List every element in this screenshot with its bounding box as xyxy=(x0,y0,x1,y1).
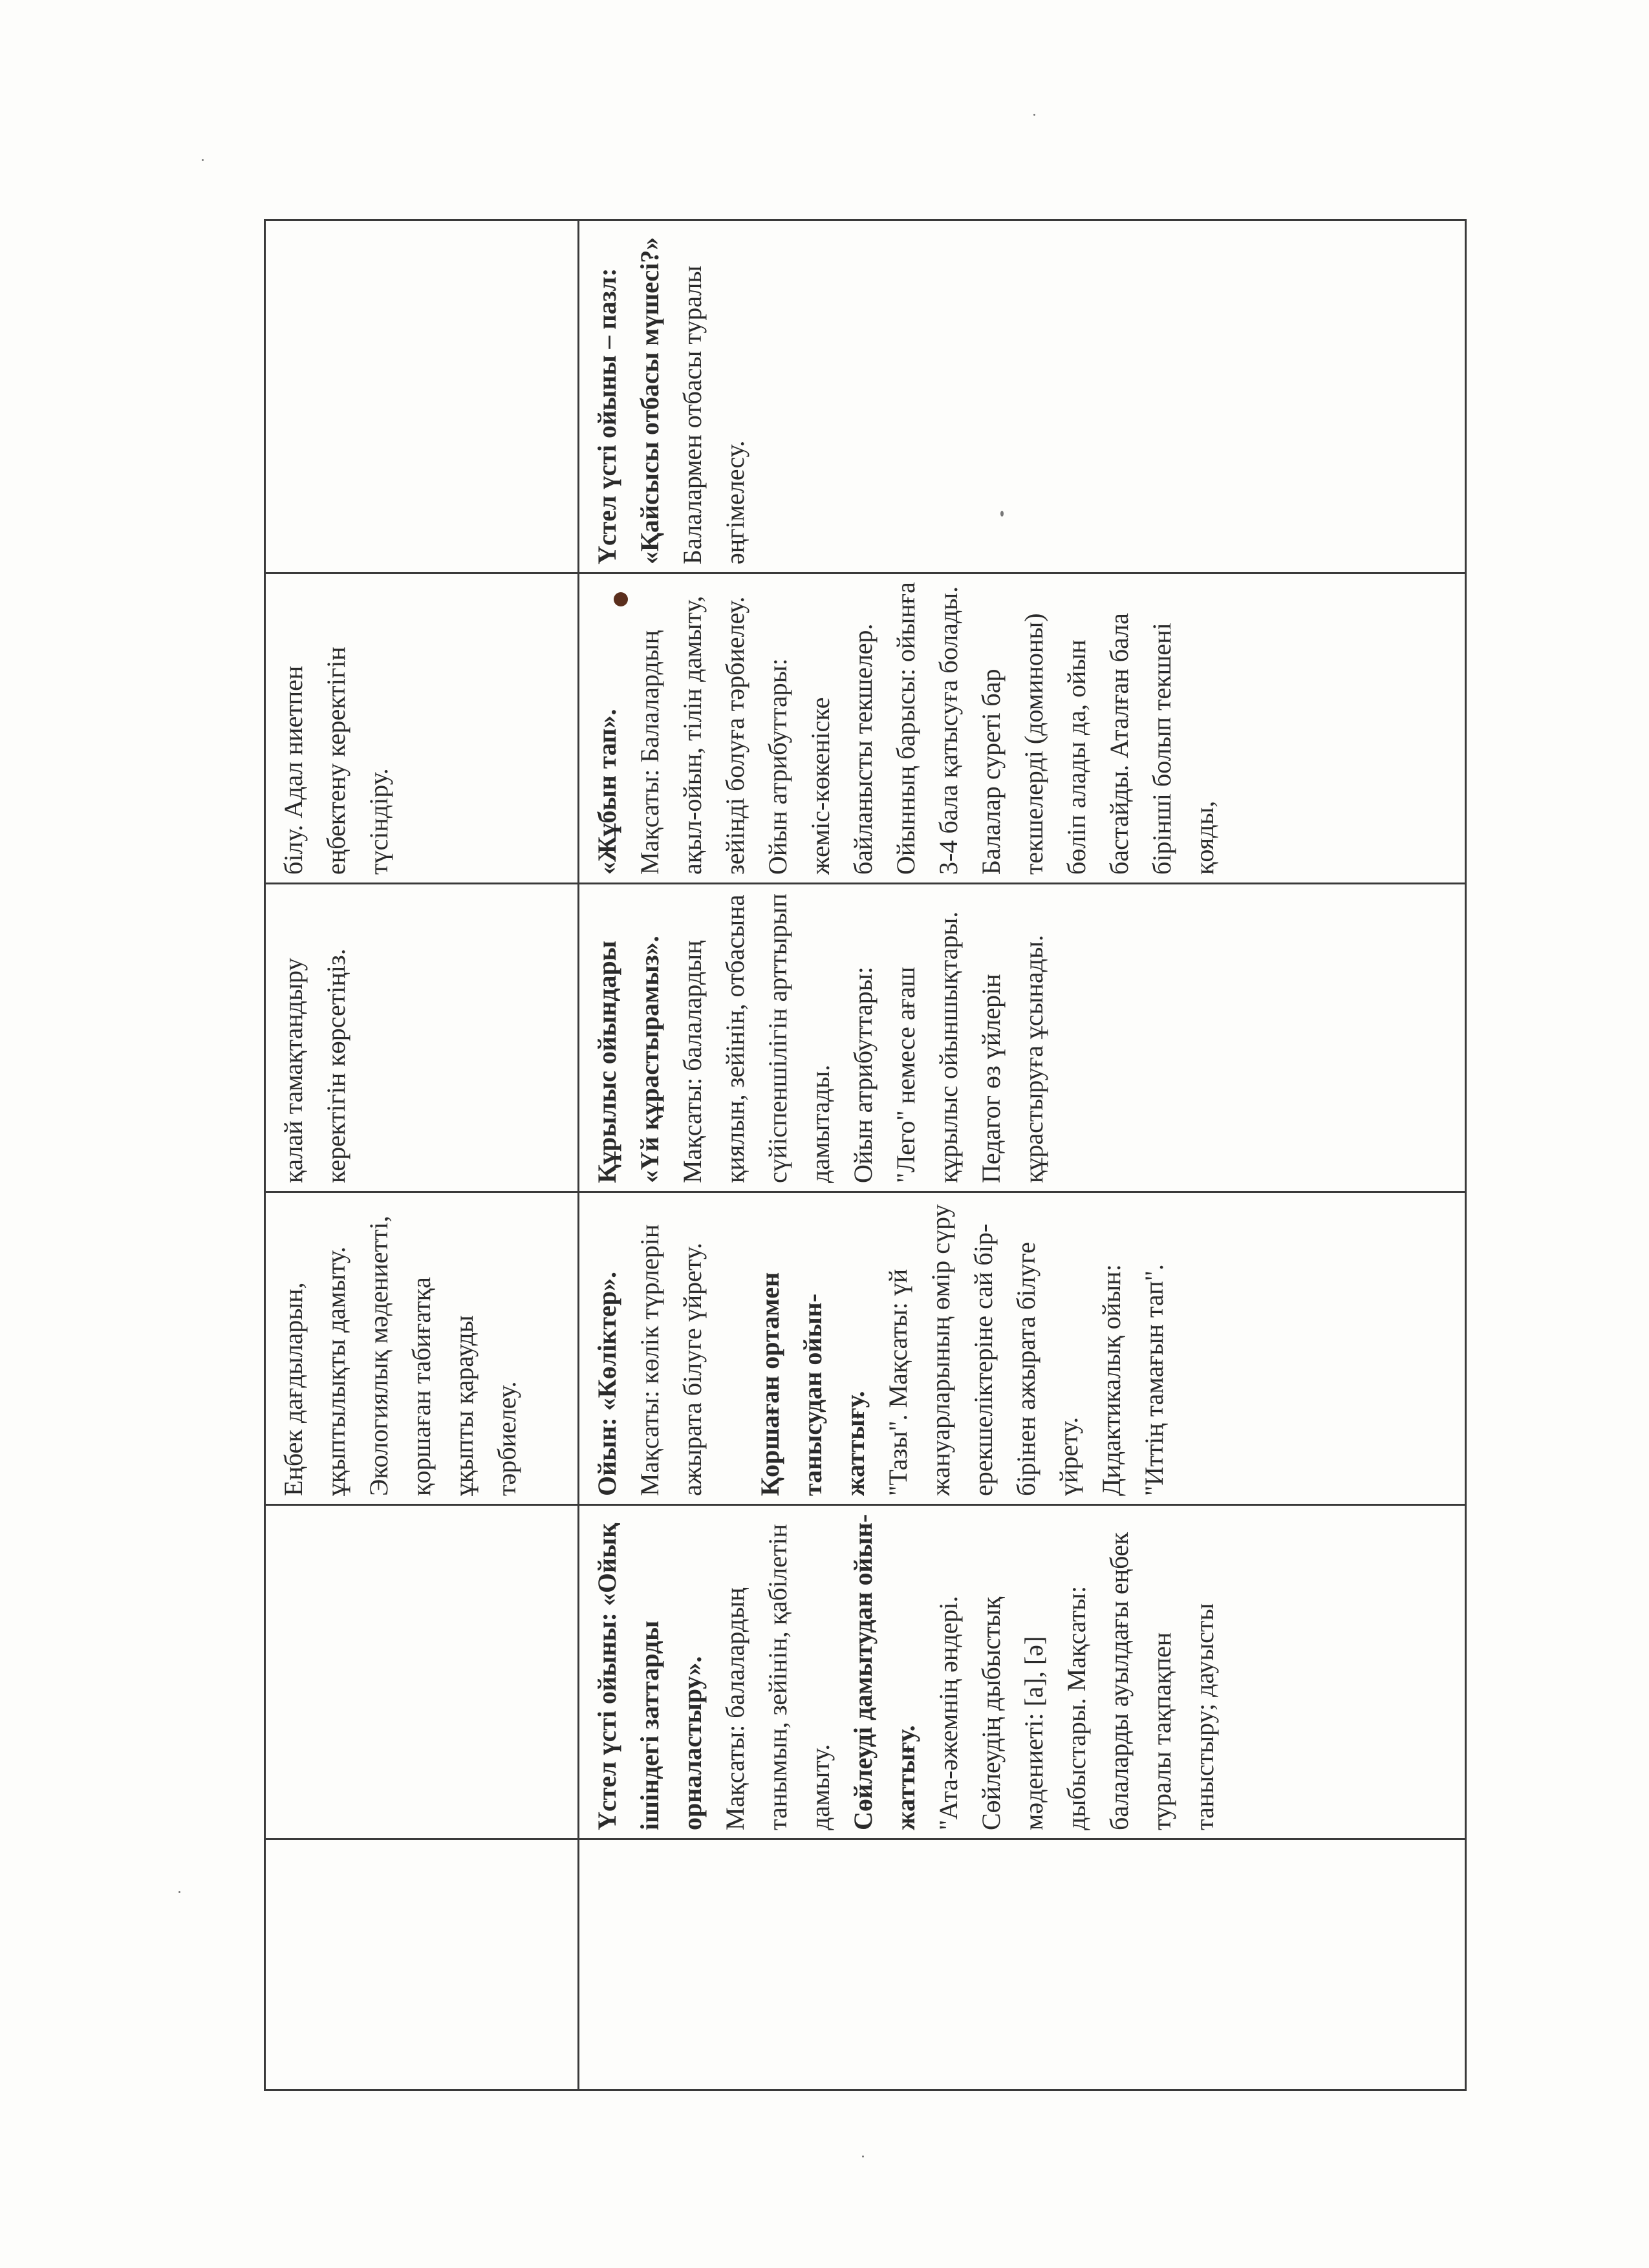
activity-text: Ойынның барысы: ойынға 3-4 бала қатысуға болады. Балалар суреті бар текшелерді (доминоны) бөліп алады да, ойын бастайды. Аталған бала біріншi болып текшені қояды, xyxy=(891,582,1219,875)
activity-text: Балалармен отбасы туралы әңгімелесу. xyxy=(678,265,749,564)
table-cell-empty xyxy=(265,220,579,573)
activity-goal: Мақсаты: балалардың қиялын, зейінін, отбасына сүйіспеншілігін арттырып дамытады. xyxy=(678,893,835,1183)
table-cell-board-game xyxy=(579,1505,1466,1839)
activity-plan-table xyxy=(264,219,1467,2091)
table-cell xyxy=(265,1505,579,1839)
table-cell-find-pair-game xyxy=(579,573,1466,884)
scan-speck xyxy=(862,2156,864,2157)
activity-text: Педагог өз үйлерін құрастыруға ұсынады. xyxy=(976,935,1048,1183)
cell-text: Еңбек дағдыларын, ұқыптылықты дамыту. xyxy=(279,1246,350,1496)
spacer xyxy=(714,1201,749,1496)
activity-title: Қоршаған ортамен танысудан ойын-жаттығу. xyxy=(755,1272,870,1496)
table-cell-empty xyxy=(579,1839,1466,2090)
cell-text: Экологиялық мәдениетті, қоршаған табиғатқа ұқыпты қарауды тәрбиелеу. xyxy=(364,1215,521,1496)
activity-text: "Ата-әжемнің әндері. Сөйлеудің дыбыстық мәдениеті: [а], [ә] дыбыстары. Мақсаты: балаларды ауылдағы еңбек туралы тақпақпен таныстыру; дауысты xyxy=(934,1532,1219,1830)
cell-text: білу. Адал ниетпен еңбектену керектігін түсіндіру. xyxy=(279,647,393,875)
activity-goal: Мақсаты: балалардың танымын, зейінін, қабілетін дамыту. xyxy=(720,1524,835,1830)
activity-goal: Мақсаты: Балалардың ақыл-ойын, тілін дамыту, зейінді болуға тәрбиелеу. xyxy=(635,595,749,875)
table-row xyxy=(579,220,1466,2090)
activity-title: «Жұбын тап». xyxy=(592,709,621,875)
activity-title: Құрылыс ойындары «Үй құрастырамыз». xyxy=(592,936,664,1183)
scan-speck xyxy=(178,1891,180,1893)
scan-speck xyxy=(1033,114,1035,116)
table-row xyxy=(265,220,579,2090)
activity-title: Сөйлеуді дамытудан ойын-жаттығу. xyxy=(848,1514,920,1830)
activity-text: "Тазы". Мақсаты: үй жануарларының өмір сүру ерекшеліктеріне сай бір-бірінен ажырата білуге үйрету. xyxy=(883,1204,1083,1496)
table-cell-honest-work xyxy=(265,573,579,884)
activity-title: Үстел үсті ойыны – пазл: «Қайсысы отбасы мүшесі?» xyxy=(592,237,664,564)
table-cell-empty xyxy=(265,1839,579,2090)
activity-title: Үстел үсті ойыны: «Ойық ішіндегі заттарды орналастыру». xyxy=(592,1523,707,1830)
table-cell-vehicles-game xyxy=(579,1192,1466,1505)
cell-text: қалай тамақтандыру керектігін көрсетіңіз. xyxy=(279,948,350,1183)
table-cell-labor-skills xyxy=(265,1192,579,1505)
table-cell-feeding xyxy=(265,884,579,1192)
activity-goal: Мақсаты: көлік түрлерін ажырата білуге үйрету. xyxy=(635,1224,707,1496)
activity-text: Дидактикалық ойын: "Иттің тамағын тап". xyxy=(1097,1264,1169,1496)
activity-text: Ойын атрибуттары: "Лего" немесе ағаш құрылыс ойыншықтары. xyxy=(848,911,963,1183)
scan-speck xyxy=(202,159,204,161)
activity-text: Ойын атрибуттары: жеміс-көкеніске байланысты текшелер. xyxy=(763,623,878,875)
table-cell-puzzle-game xyxy=(579,220,1466,573)
table-cell-construction-game xyxy=(579,884,1466,1192)
activity-title: Ойын: «Көліктер». xyxy=(592,1271,621,1496)
